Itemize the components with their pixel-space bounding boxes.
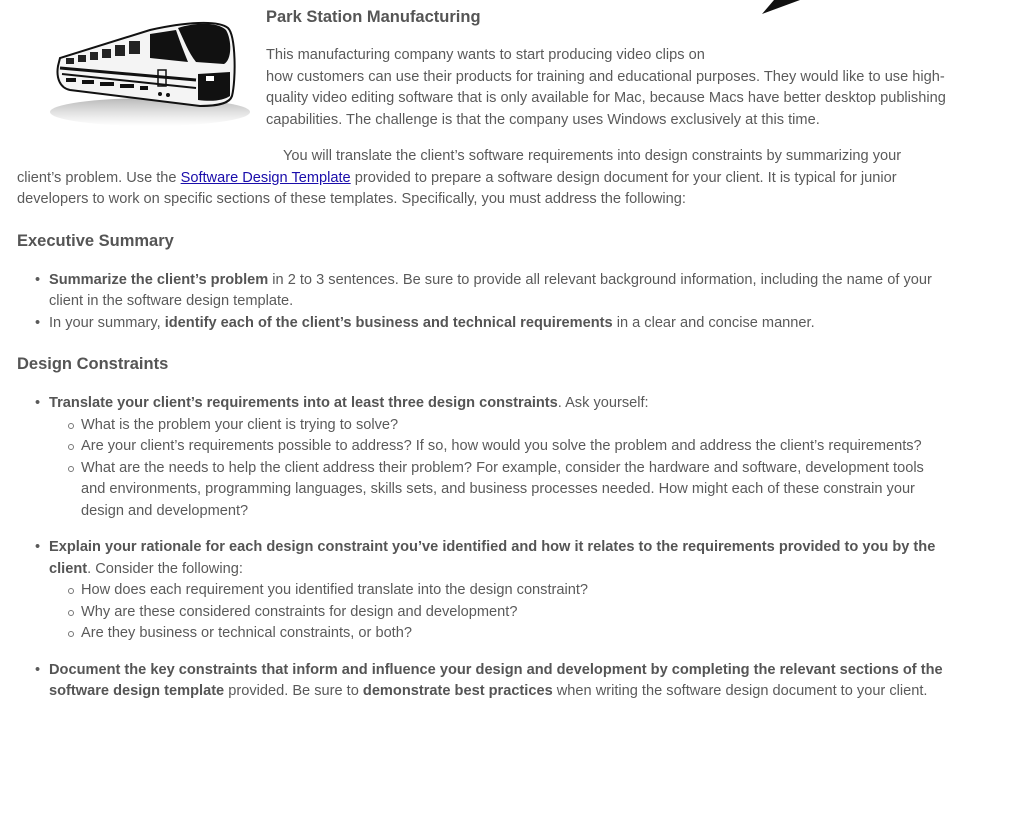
list-item-text: In your summary, xyxy=(49,314,165,331)
executive-summary-list xyxy=(17,270,949,335)
assignment-content xyxy=(17,0,949,703)
design-constraints-list xyxy=(17,393,949,703)
explain-rationale-bold: Explain your rationale for each design constraint you’ve identified and how it relates to the requirements provided to you by the client xyxy=(49,539,936,577)
list-item-text: provided. Be sure to xyxy=(224,683,363,699)
design-constraints-heading: Design Constraints xyxy=(17,355,169,373)
intro-line-1: This manufacturing company wants to start producing video clips on xyxy=(266,47,705,63)
best-practices-bold: demonstrate best practices xyxy=(362,683,553,699)
list-item-text: when writing the software design document to your client. xyxy=(552,683,928,699)
sub-list-item: Are your client’s requirements possible to address? If so, how would you solve the problem and address the client’s requirements? xyxy=(81,436,949,458)
list-item xyxy=(49,660,949,703)
list-item-text: . Ask yourself: xyxy=(557,395,649,411)
intro-rest: how customers can use their products for training and educational purposes. They would like to use high-quality video editing software that is only available for Mac, because Macs have better desktop publishing capabilities. The challenge is that the company uses Windows exclusively at this time. xyxy=(266,68,946,128)
summarize-problem-bold: Summarize the client’s problem xyxy=(49,271,269,288)
list-item xyxy=(49,537,949,645)
list-item-text: in 2 to 3 sentences. Be sure to provide all relevant background information, including the name of your client in the software design template. xyxy=(49,271,932,309)
software-design-template-link[interactable]: Software Design Template xyxy=(180,169,351,186)
company-title: Park Station Manufacturing xyxy=(266,8,481,26)
identify-requirements-bold: identify each of the client’s business and technical requirements xyxy=(164,314,613,331)
document-constraints-bold: Document the key constraints that inform and influence your design and development by completing the relevant sections of the software design template xyxy=(49,661,943,699)
sub-list-item: How does each requirement you identified translate into the design constraint? xyxy=(81,580,949,602)
sub-list-item: What are the needs to help the client address their problem? For example, consider the hardware and software, development tools and environments, programming languages, skills sets, and business processes needed. How might each of these constrain your design and development? xyxy=(81,458,949,523)
instructions-text-after: provided to prepare a software design document for your client. It is typical for junior developers to work on specific sections of these templates. Specifically, you must address the following: xyxy=(17,169,897,207)
sub-list-item: Why are these considered constraints for design and development? xyxy=(81,602,949,624)
instructions-paragraph xyxy=(17,146,949,211)
sub-list-item: Are they business or technical constraints, or both? xyxy=(81,623,949,645)
train-image xyxy=(0,0,266,146)
sub-list xyxy=(49,580,949,645)
train-icon xyxy=(0,0,266,146)
translate-requirements-bold: Translate your client’s requirements into at least three design constraints xyxy=(49,395,558,411)
list-item-text: . Consider the following: xyxy=(87,560,243,577)
list-item xyxy=(49,393,949,522)
instructions-text-before: You will translate the client’s software requirements into design constraints by summarizing your client’s problem. Use the xyxy=(17,148,902,186)
sub-list xyxy=(49,415,949,523)
list-item-text: in a clear and concise manner. xyxy=(612,314,815,331)
executive-summary-heading: Executive Summary xyxy=(17,231,174,250)
list-item xyxy=(49,313,949,335)
list-item xyxy=(49,270,949,313)
sub-list-item: What is the problem your client is trying to solve? xyxy=(81,415,949,437)
